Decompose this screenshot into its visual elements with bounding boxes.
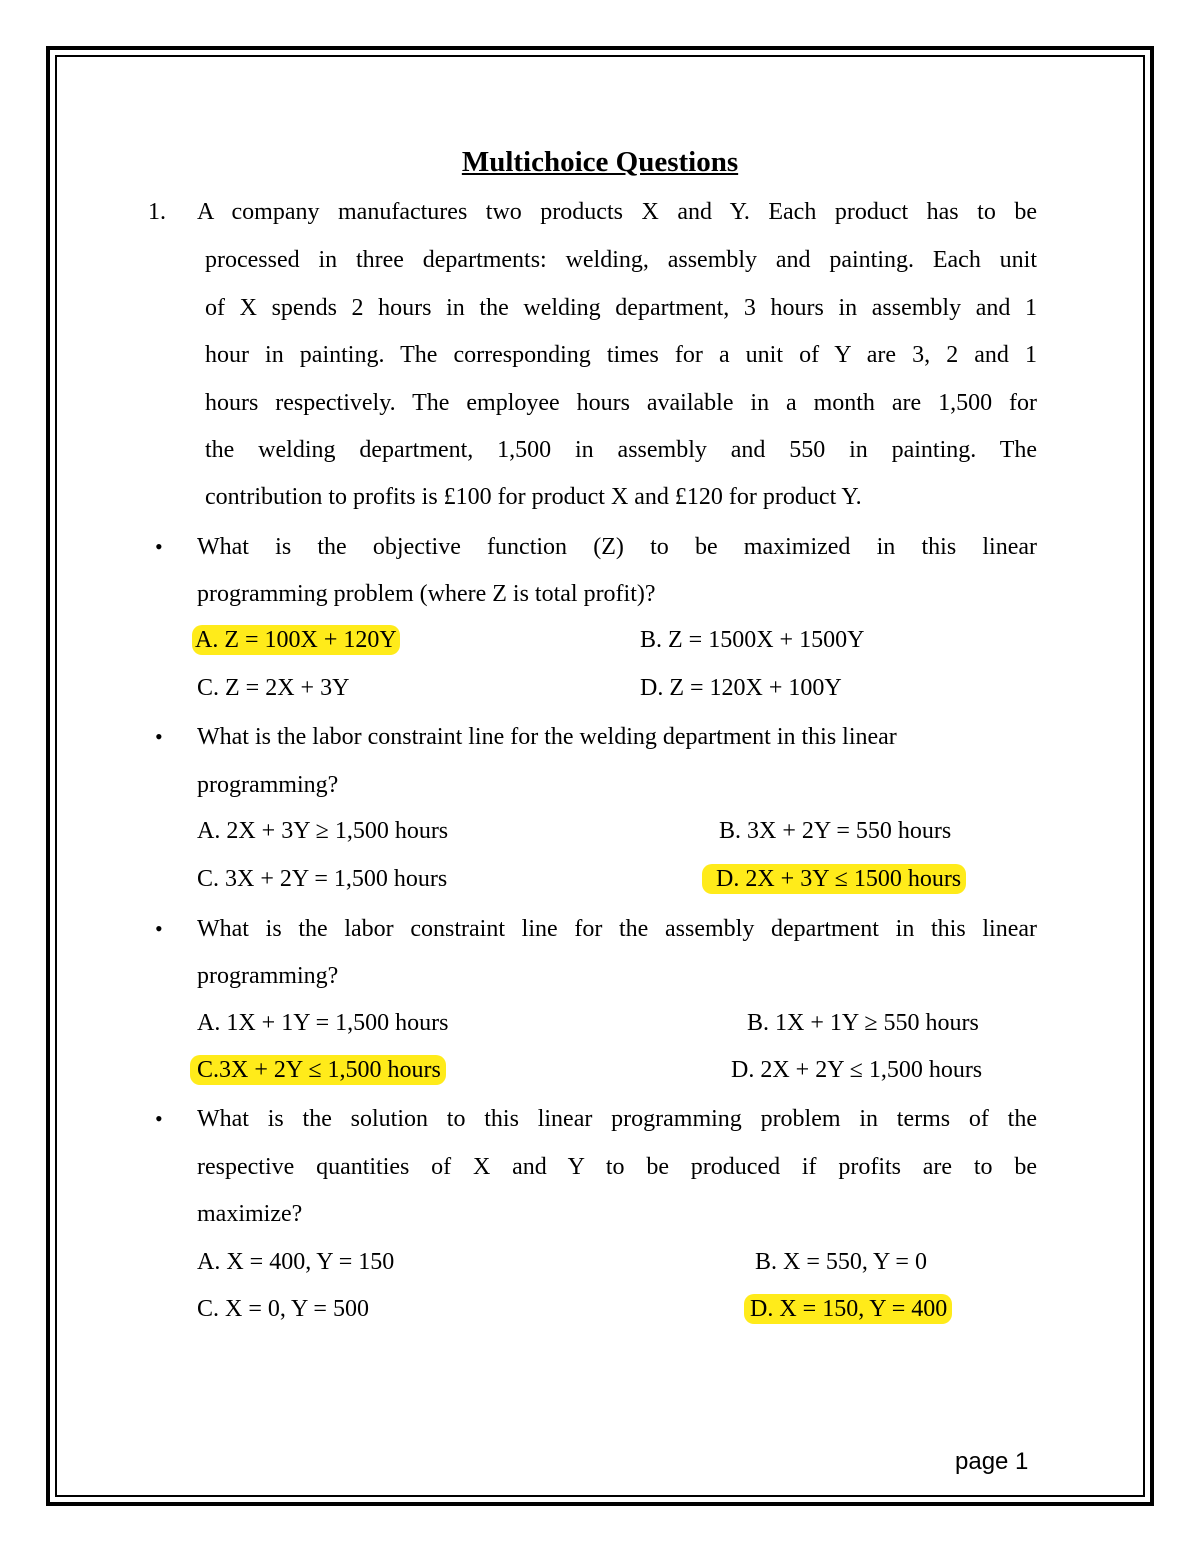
problem-line: processed in three departments: welding, assembly and painting. Each unit — [205, 247, 1037, 273]
question-text: What is the objective function (Z) to be maximized in this linear — [197, 534, 1037, 560]
option-c: C. 3X + 2Y = 1,500 hours — [197, 866, 448, 892]
option-b: B. X = 550, Y = 0 — [755, 1249, 927, 1275]
question-text: What is the solution to this linear programming problem in terms of the — [197, 1106, 1037, 1132]
question-text: maximize? — [197, 1201, 303, 1227]
option-b: B. Z = 1500X + 1500Y — [640, 627, 865, 653]
option-d-correct: D. X = 150, Y = 400 — [744, 1294, 952, 1324]
option-b: B. 1X + 1Y ≥ 550 hours — [747, 1010, 979, 1036]
option-a: A. 1X + 1Y = 1,500 hours — [197, 1010, 449, 1036]
question-text: respective quantities of X and Y to be produced if profits are to be — [197, 1154, 1037, 1180]
option-a: A. 2X + 3Y ≥ 1,500 hours — [197, 818, 449, 844]
option-a: A. X = 400, Y = 150 — [197, 1249, 395, 1275]
bullet-point: • — [155, 916, 163, 941]
problem-line: hour in painting. The corresponding times for a unit of Y are 3, 2 and 1 — [205, 342, 1037, 368]
question-text: programming? — [197, 772, 339, 798]
option-d: D. Z = 120X + 100Y — [640, 675, 842, 701]
option-d-correct: D. 2X + 3Y ≤ 1500 hours — [702, 864, 966, 894]
page-number: page 1 — [955, 1448, 1029, 1475]
problem-line: the welding department, 1,500 in assembly and 550 in painting. The — [205, 437, 1037, 463]
question-text: programming? — [197, 963, 339, 989]
problem-line: A company manufactures two products X and Y. Each product has to be — [197, 199, 1037, 225]
option-d: D. 2X + 2Y ≤ 1,500 hours — [731, 1057, 983, 1083]
problem-line: hours respectively. The employee hours available in a month are 1,500 for — [205, 390, 1037, 416]
option-a-correct: A. Z = 100X + 120Y — [192, 625, 400, 655]
question-text: What is the labor constraint line for the assembly department in this linear — [197, 916, 1037, 942]
bullet-point: • — [155, 1106, 163, 1131]
option-b: B. 3X + 2Y = 550 hours — [719, 818, 952, 844]
problem-line: contribution to profits is £100 for product X and £120 for product Y. — [205, 484, 862, 510]
problem-line: of X spends 2 hours in the welding department, 3 hours in assembly and 1 — [205, 295, 1037, 321]
problem-number: 1. — [148, 199, 166, 225]
question-text: What is the labor constraint line for the welding department in this linear — [197, 724, 897, 750]
page-title: Multichoice Questions — [461, 146, 739, 178]
option-c: C. Z = 2X + 3Y — [197, 675, 350, 701]
bullet-point: • — [155, 724, 163, 749]
bullet-point: • — [155, 534, 163, 559]
option-c: C. X = 0, Y = 500 — [197, 1296, 369, 1322]
question-text: programming problem (where Z is total profit)? — [197, 581, 656, 607]
option-c-correct: C.3X + 2Y ≤ 1,500 hours — [190, 1055, 446, 1085]
